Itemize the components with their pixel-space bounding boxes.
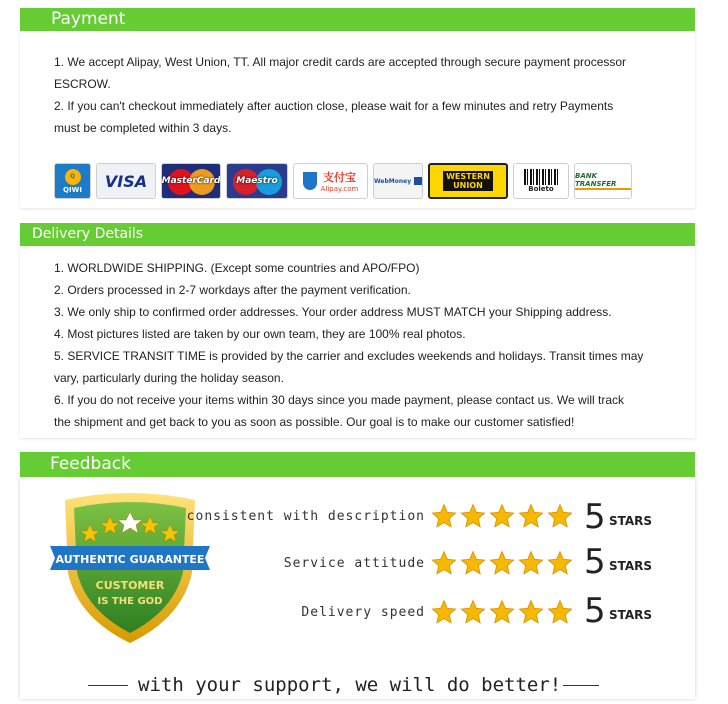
star-icon <box>489 550 515 576</box>
slogan-dash-left <box>88 685 128 686</box>
slogan-dash-right <box>563 685 599 686</box>
boleto-logo <box>513 163 569 199</box>
barcode-icon <box>524 169 558 185</box>
star-icon <box>518 550 544 576</box>
alipay-label: Alipay.com <box>320 185 359 193</box>
star-icon <box>431 599 457 625</box>
alipay-logo <box>293 163 368 199</box>
delivery-line-7: 6. If you do not receive your items within 30 days since you made payment, please contact us. We will track <box>54 393 625 407</box>
star-icon <box>518 599 544 625</box>
star-icon <box>489 503 515 529</box>
union-label: UNION <box>453 181 483 190</box>
badge-line-2: IS THE GOD <box>97 596 163 607</box>
rating-row-delivery <box>200 605 425 639</box>
payment-line-1: 1. We accept Alipay, West Union, TT. All major credit cards are accepted through secure payment processor <box>54 55 627 69</box>
rating-value: 5 <box>584 497 606 537</box>
webmoney-logo <box>373 163 423 199</box>
western-union-logo <box>428 163 508 199</box>
rating-label: Service attitude <box>283 556 425 571</box>
mastercard-logo <box>161 163 221 199</box>
slogan <box>88 674 618 696</box>
alipay-cn-label: 支付宝 <box>322 171 356 184</box>
mastercard-label: MasterCard <box>161 176 221 186</box>
rating-label: Delivery speed <box>301 605 425 620</box>
bank-transfer-logo <box>574 163 632 199</box>
qiwi-label: QIWI <box>63 185 82 194</box>
webmoney-label: WebMoney <box>374 177 412 185</box>
qiwi-logo: Q QIWI <box>54 163 91 199</box>
star-icon <box>489 599 515 625</box>
payment-header <box>20 8 695 31</box>
rating-unit: STARS <box>609 608 653 622</box>
webmoney-icon <box>414 177 422 185</box>
bank-transfer-label: BANK TRANSFER <box>575 172 631 190</box>
rating-value: 5 <box>584 591 606 631</box>
delivery-line-2: 2. Orders processed in 2-7 workdays after the payment verification. <box>54 283 411 297</box>
delivery-title: Delivery Details <box>32 226 144 242</box>
boleto-label: Boleto <box>528 185 554 193</box>
rating-unit: STARS <box>609 559 653 573</box>
payment-line-4: must be completed within 3 days. <box>54 121 232 135</box>
badge-line-1: CUSTOMER <box>95 579 165 592</box>
star-icon <box>518 503 544 529</box>
star-icon <box>431 503 457 529</box>
rating-row-service <box>200 556 425 590</box>
delivery-line-8: the shipment and get back to you as soon as possible. Our goal is to make our customer satisfied! <box>54 415 575 429</box>
rating-stars <box>431 599 573 625</box>
rating-label: consistent with description <box>186 509 425 524</box>
badge-ribbon-text: AUTHENTIC GUARANTEE <box>55 553 205 566</box>
star-icon <box>431 550 457 576</box>
star-icon <box>547 503 573 529</box>
delivery-line-6: vary, particularly during the holiday season. <box>54 371 284 385</box>
rating-unit: STARS <box>609 514 653 528</box>
delivery-line-1: 1. WORLDWIDE SHIPPING. (Except some countries and APO/FPO) <box>54 261 420 275</box>
rating-stars <box>431 550 573 576</box>
delivery-header <box>20 223 695 246</box>
delivery-line-5: 5. SERVICE TRANSIT TIME is provided by the carrier and excludes weekends and holidays. Transit times may <box>54 349 644 363</box>
star-icon <box>547 550 573 576</box>
delivery-line-3: 3. We only ship to confirmed order addresses. Your order address MUST MATCH your Shipping address. <box>54 305 612 319</box>
payment-logos <box>54 163 632 201</box>
rating-stars <box>431 503 573 529</box>
payment-line-2: ESCROW. <box>54 77 111 91</box>
alipay-shield-icon <box>303 172 317 190</box>
rating-row-description <box>186 509 425 543</box>
maestro-logo <box>226 163 288 199</box>
feedback-header <box>20 452 695 477</box>
visa-logo <box>96 163 156 199</box>
maestro-label: Maestro <box>236 176 278 186</box>
star-icon <box>460 503 486 529</box>
western-label: WESTERN <box>446 172 490 181</box>
delivery-line-4: 4. Most pictures listed are taken by our own team, they are 100% real photos. <box>54 327 466 341</box>
payment-line-3: 2. If you can't checkout immediately after auction close, please wait for a few minutes and retry Payments <box>54 99 614 113</box>
slogan-text: with your support, we will do better! <box>138 674 562 696</box>
payment-title: Payment <box>51 9 126 29</box>
star-icon <box>460 599 486 625</box>
feedback-title: Feedback <box>50 454 131 474</box>
star-icon <box>547 599 573 625</box>
star-icon <box>460 550 486 576</box>
rating-value: 5 <box>584 542 606 582</box>
visa-label: VISA <box>104 171 148 191</box>
